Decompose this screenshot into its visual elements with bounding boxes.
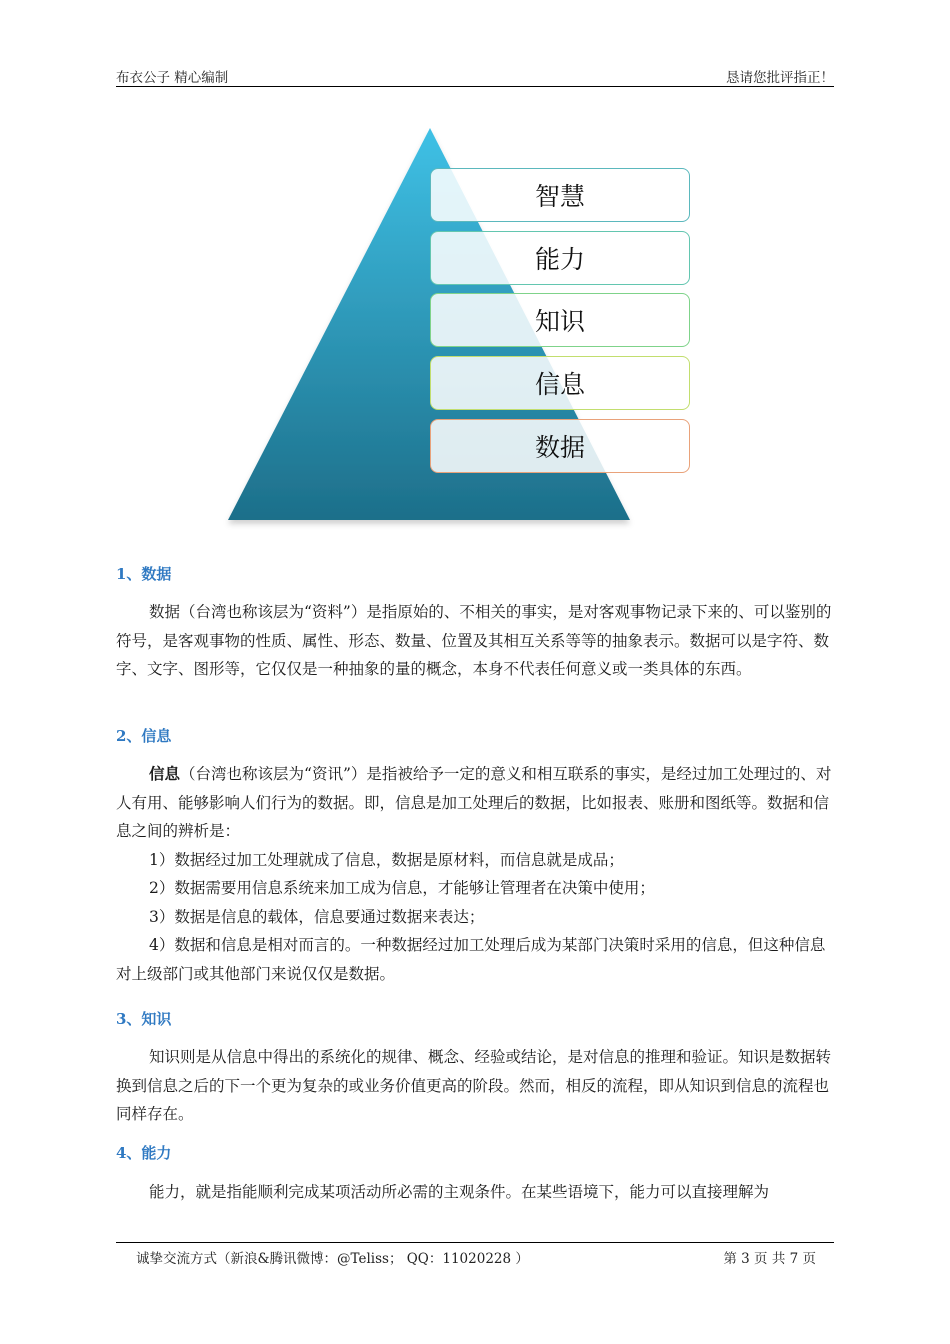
list-item: 3）数据是信息的载体，信息要通过数据来表达； [149, 907, 485, 926]
paragraph [116, 760, 836, 846]
section-heading-ability: 4、能力 [116, 1144, 172, 1162]
pyramid-level-label: 知识 [534, 307, 585, 336]
list-item: 4）数据和信息是相对而言的。一种数据经过加工处理后成为某部门决策时采用的信息，但这种信息对上级部门或其他部门来说仅仅是数据。 [116, 936, 826, 983]
page-number: 第 3 页 共 7 页 [723, 1251, 816, 1267]
pyramid-level-information [430, 356, 690, 410]
list-item: 2）数据需要用信息系统来加工成为信息，才能够让管理者在决策中使用； [149, 879, 655, 897]
section-heading-information: 2、信息 [116, 727, 172, 745]
footer-rule [116, 1242, 834, 1243]
section-body-ability [116, 1178, 836, 1207]
pyramid-level-data [430, 419, 690, 473]
pyramid-level-knowledge [430, 293, 690, 347]
paragraph: 知识则是从信息中得出的系统化的规律、概念、经验或结论，是对信息的推理和验证。知识是数据转换到信息之后的下一个更为复杂的或业务价值更高的阶段。然而，相反的流程，即从知识到信息的流程也同样存在。 [116, 1048, 832, 1123]
header-right-text: 恳请您批评指正！ [726, 70, 834, 86]
paragraph-text: （台湾也称该层为“资讯”）是指被给予一定的意义和相互联系的事实，是经过加工处理过的、对人有用、能够影响人们行为的数据。即，信息是加工处理后的数据，比如报表、账册和图纸等。数据和信息之间的辨析是： [116, 765, 832, 840]
header-left-text: 布衣公子 精心编制 [116, 70, 229, 86]
pyramid-level-wisdom [430, 168, 690, 222]
section-heading-data: 1、数据 [116, 565, 172, 583]
term-information: 信息 [149, 764, 181, 783]
pyramid-level-label: 信息 [534, 370, 585, 399]
pyramid-level-label: 能力 [534, 245, 585, 274]
paragraph: 数据（台湾也称该层为“资料”）是指原始的、不相关的事实，是对客观事物记录下来的、可以鉴别的符号，是客观事物的性质、属性、形态、数量、位置及其相互关系等等的抽象表示。数据可以是字符、数字、文字、图形等，它仅仅是一种抽象的量的概念，本身不代表任何意义或一类具体的东西。 [116, 603, 832, 678]
section-heading-knowledge: 3、知识 [116, 1010, 172, 1028]
paragraph: 能力，就是指能顺利完成某项活动所必需的主观条件。在某些语境下，能力可以直接理解为 [149, 1183, 770, 1201]
section-body-data [116, 598, 836, 684]
pyramid-level-label: 数据 [534, 433, 585, 462]
pyramid-level-ability [430, 231, 690, 285]
footer-contact-text: 诚挚交流方式（新浪&腾讯微博：@Teliss； QQ：11020228 ） [136, 1251, 529, 1267]
section-body-information [116, 760, 836, 988]
header-rule [116, 86, 834, 87]
list-item: 1）数据经过加工处理就成了信息，数据是原材料，而信息就是成品； [149, 850, 624, 869]
section-body-knowledge [116, 1043, 836, 1129]
pyramid-level-label: 智慧 [534, 182, 585, 211]
